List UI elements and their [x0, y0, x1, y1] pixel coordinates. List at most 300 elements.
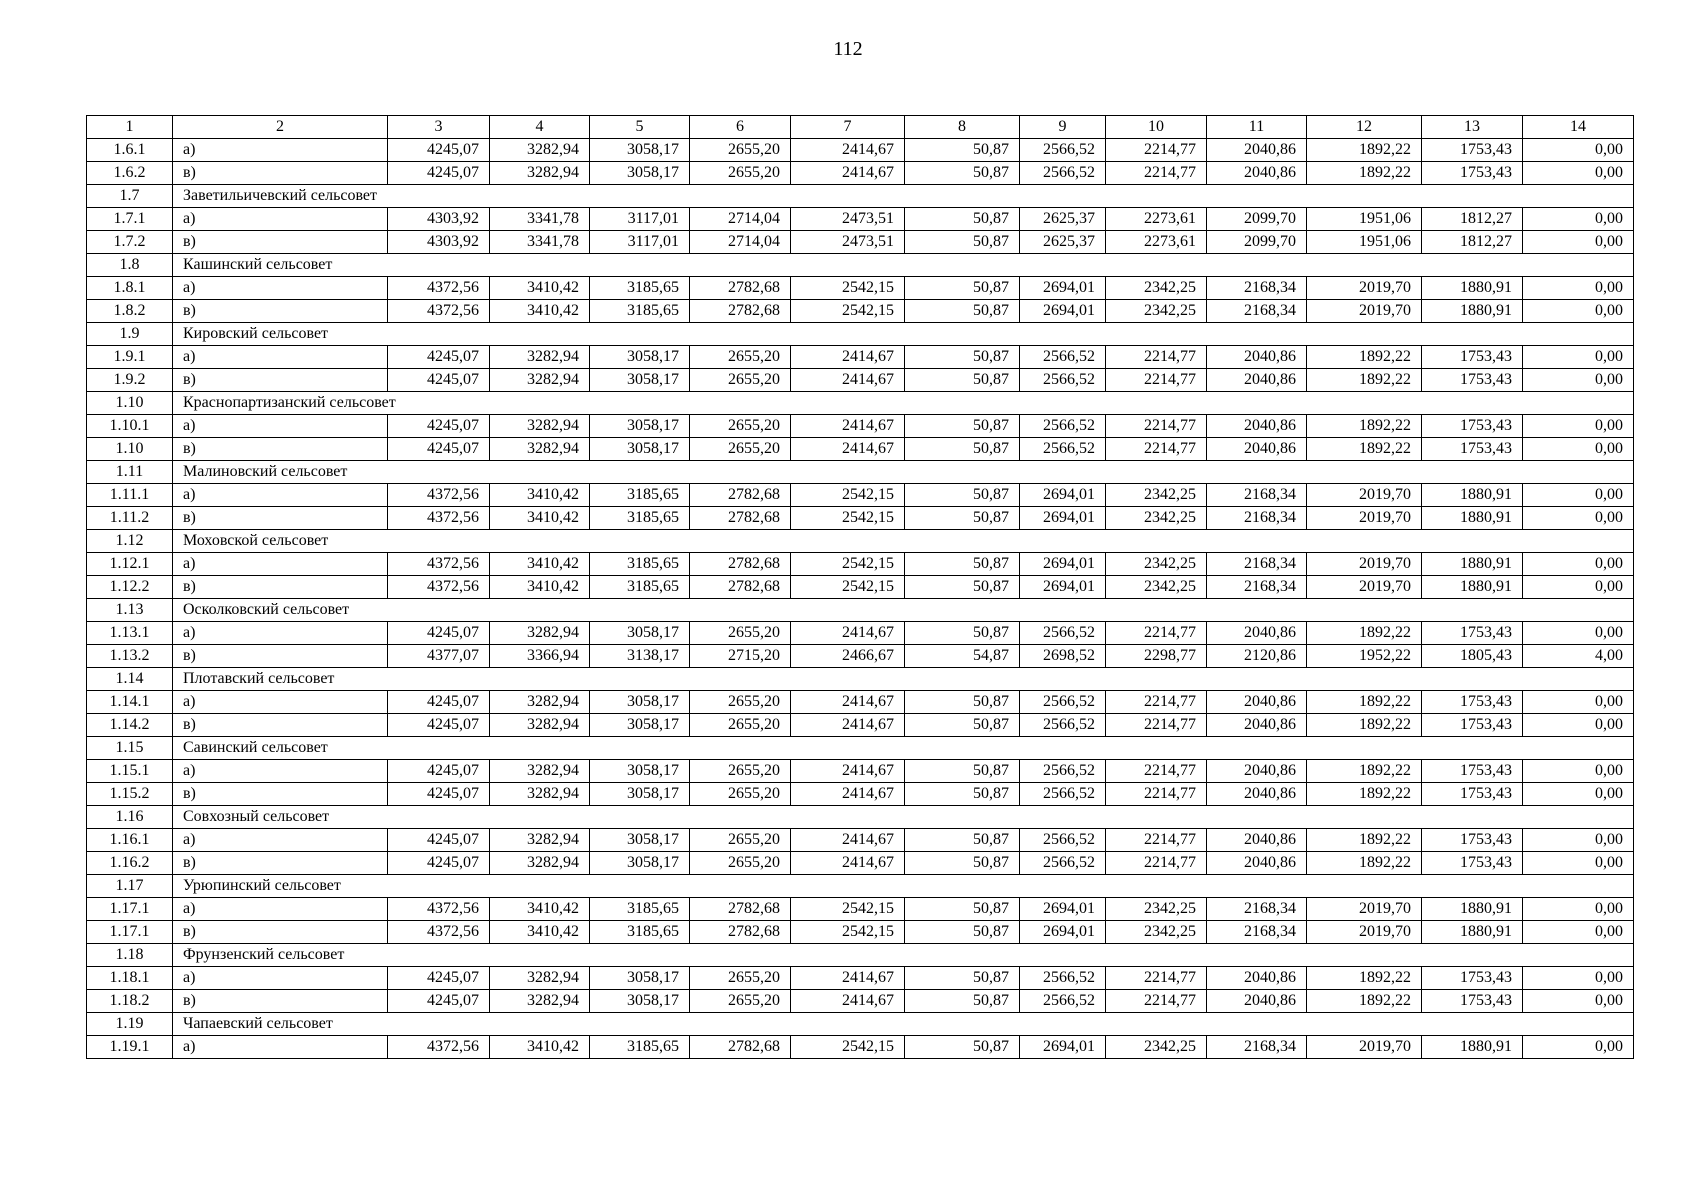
- value-cell: 2342,25: [1106, 277, 1207, 300]
- row-number: 1.18: [87, 944, 173, 967]
- value-cell: 50,87: [905, 829, 1020, 852]
- value-cell: 1892,22: [1307, 967, 1422, 990]
- value-cell: 0,00: [1523, 346, 1634, 369]
- value-cell: 2342,25: [1106, 507, 1207, 530]
- value-cell: 0,00: [1523, 553, 1634, 576]
- value-cell: 2542,15: [791, 898, 905, 921]
- value-cell: 3185,65: [590, 1036, 690, 1059]
- value-cell: 2655,20: [690, 829, 791, 852]
- value-cell: 3058,17: [590, 369, 690, 392]
- value-cell: 2040,86: [1207, 438, 1307, 461]
- row-number: 1.8: [87, 254, 173, 277]
- value-cell: 2040,86: [1207, 162, 1307, 185]
- value-cell: 2214,77: [1106, 139, 1207, 162]
- value-cell: 2655,20: [690, 783, 791, 806]
- section-row: [87, 806, 1634, 829]
- value-cell: 2040,86: [1207, 346, 1307, 369]
- value-cell: 2342,25: [1106, 553, 1207, 576]
- value-cell: 3058,17: [590, 622, 690, 645]
- column-header: 7: [791, 116, 905, 139]
- value-cell: 2694,01: [1020, 553, 1106, 576]
- value-cell: 2466,67: [791, 645, 905, 668]
- value-cell: 2566,52: [1020, 714, 1106, 737]
- value-cell: 50,87: [905, 346, 1020, 369]
- value-cell: 0,00: [1523, 714, 1634, 737]
- value-cell: 2694,01: [1020, 277, 1106, 300]
- value-cell: 4372,56: [388, 507, 490, 530]
- section-row: [87, 1013, 1634, 1036]
- value-cell: 1880,91: [1422, 507, 1523, 530]
- value-cell: 1892,22: [1307, 346, 1422, 369]
- row-label: в): [173, 507, 388, 530]
- value-cell: 50,87: [905, 484, 1020, 507]
- value-cell: 3117,01: [590, 208, 690, 231]
- value-cell: 50,87: [905, 438, 1020, 461]
- value-cell: 3410,42: [490, 507, 590, 530]
- column-header: 12: [1307, 116, 1422, 139]
- value-cell: 1951,06: [1307, 231, 1422, 254]
- value-cell: 1753,43: [1422, 783, 1523, 806]
- value-cell: 3282,94: [490, 438, 590, 461]
- value-cell: 2473,51: [791, 231, 905, 254]
- column-header: 4: [490, 116, 590, 139]
- value-cell: 1951,06: [1307, 208, 1422, 231]
- value-cell: 0,00: [1523, 369, 1634, 392]
- value-cell: 4303,92: [388, 208, 490, 231]
- value-cell: 2414,67: [791, 714, 905, 737]
- value-cell: 3282,94: [490, 415, 590, 438]
- value-cell: 50,87: [905, 714, 1020, 737]
- value-cell: 3282,94: [490, 162, 590, 185]
- value-cell: 2040,86: [1207, 967, 1307, 990]
- column-header: 10: [1106, 116, 1207, 139]
- value-cell: 0,00: [1523, 852, 1634, 875]
- row-number: 1.16.2: [87, 852, 173, 875]
- value-cell: 2414,67: [791, 415, 905, 438]
- value-cell: 4245,07: [388, 162, 490, 185]
- table-row: [87, 691, 1634, 714]
- value-cell: 1753,43: [1422, 139, 1523, 162]
- row-label: в): [173, 990, 388, 1013]
- value-cell: 3282,94: [490, 760, 590, 783]
- value-cell: 1812,27: [1422, 208, 1523, 231]
- value-cell: 50,87: [905, 415, 1020, 438]
- row-number: 1.13.1: [87, 622, 173, 645]
- value-cell: 1892,22: [1307, 990, 1422, 1013]
- value-cell: 2019,70: [1307, 507, 1422, 530]
- row-number: 1.7: [87, 185, 173, 208]
- table-row: [87, 346, 1634, 369]
- row-label: в): [173, 645, 388, 668]
- column-header: 3: [388, 116, 490, 139]
- table-row: [87, 1036, 1634, 1059]
- value-cell: 2040,86: [1207, 622, 1307, 645]
- value-cell: 1880,91: [1422, 553, 1523, 576]
- value-cell: 2782,68: [690, 300, 791, 323]
- value-cell: 3341,78: [490, 208, 590, 231]
- value-cell: 2414,67: [791, 346, 905, 369]
- value-cell: 2655,20: [690, 139, 791, 162]
- value-cell: 2542,15: [791, 484, 905, 507]
- header-row: [87, 116, 1634, 139]
- value-cell: 2694,01: [1020, 507, 1106, 530]
- value-cell: 4245,07: [388, 967, 490, 990]
- row-label: в): [173, 438, 388, 461]
- value-cell: 4245,07: [388, 714, 490, 737]
- row-label: а): [173, 484, 388, 507]
- value-cell: 4245,07: [388, 438, 490, 461]
- table-row: [87, 277, 1634, 300]
- value-cell: 0,00: [1523, 139, 1634, 162]
- value-cell: 0,00: [1523, 829, 1634, 852]
- value-cell: 3058,17: [590, 760, 690, 783]
- value-cell: 2214,77: [1106, 829, 1207, 852]
- value-cell: 2542,15: [791, 300, 905, 323]
- row-number: 1.10: [87, 438, 173, 461]
- tariff-table: [86, 115, 1634, 1059]
- section-title: Урюпинский сельсовет: [173, 875, 1634, 898]
- value-cell: 4372,56: [388, 898, 490, 921]
- value-cell: 2019,70: [1307, 576, 1422, 599]
- value-cell: 2040,86: [1207, 714, 1307, 737]
- row-number: 1.12.1: [87, 553, 173, 576]
- value-cell: 2214,77: [1106, 438, 1207, 461]
- section-title: Краснопартизанский сельсовет: [173, 392, 1634, 415]
- value-cell: 3282,94: [490, 783, 590, 806]
- value-cell: 2019,70: [1307, 300, 1422, 323]
- value-cell: 3410,42: [490, 921, 590, 944]
- value-cell: 4,00: [1523, 645, 1634, 668]
- value-cell: 2782,68: [690, 507, 791, 530]
- value-cell: 2214,77: [1106, 415, 1207, 438]
- row-number: 1.14: [87, 668, 173, 691]
- value-cell: 2566,52: [1020, 139, 1106, 162]
- value-cell: 50,87: [905, 898, 1020, 921]
- value-cell: 2414,67: [791, 829, 905, 852]
- value-cell: 0,00: [1523, 507, 1634, 530]
- value-cell: 1753,43: [1422, 990, 1523, 1013]
- value-cell: 2168,34: [1207, 576, 1307, 599]
- table-row: [87, 760, 1634, 783]
- row-number: 1.11.1: [87, 484, 173, 507]
- value-cell: 2782,68: [690, 1036, 791, 1059]
- row-number: 1.10: [87, 392, 173, 415]
- value-cell: 2342,25: [1106, 300, 1207, 323]
- row-number: 1.18.1: [87, 967, 173, 990]
- value-cell: 2542,15: [791, 576, 905, 599]
- table-row: [87, 990, 1634, 1013]
- row-number: 1.19: [87, 1013, 173, 1036]
- row-number: 1.6.1: [87, 139, 173, 162]
- value-cell: 3185,65: [590, 576, 690, 599]
- value-cell: 4245,07: [388, 990, 490, 1013]
- value-cell: 2694,01: [1020, 898, 1106, 921]
- row-number: 1.6.2: [87, 162, 173, 185]
- value-cell: 2040,86: [1207, 760, 1307, 783]
- value-cell: 2655,20: [690, 622, 791, 645]
- value-cell: 4372,56: [388, 576, 490, 599]
- row-number: 1.16: [87, 806, 173, 829]
- value-cell: 4245,07: [388, 622, 490, 645]
- value-cell: 4245,07: [388, 829, 490, 852]
- row-number: 1.18.2: [87, 990, 173, 1013]
- value-cell: 1892,22: [1307, 369, 1422, 392]
- row-label: а): [173, 1036, 388, 1059]
- value-cell: 2342,25: [1106, 898, 1207, 921]
- value-cell: 50,87: [905, 576, 1020, 599]
- value-cell: 3410,42: [490, 300, 590, 323]
- value-cell: 2214,77: [1106, 967, 1207, 990]
- value-cell: 3058,17: [590, 415, 690, 438]
- value-cell: 2040,86: [1207, 783, 1307, 806]
- value-cell: 3410,42: [490, 553, 590, 576]
- value-cell: 1880,91: [1422, 484, 1523, 507]
- value-cell: 1753,43: [1422, 760, 1523, 783]
- value-cell: 0,00: [1523, 691, 1634, 714]
- value-cell: 2342,25: [1106, 1036, 1207, 1059]
- value-cell: 3185,65: [590, 300, 690, 323]
- section-row: [87, 185, 1634, 208]
- table-row: [87, 714, 1634, 737]
- section-row: [87, 599, 1634, 622]
- row-label: в): [173, 162, 388, 185]
- row-label: а): [173, 415, 388, 438]
- value-cell: 2694,01: [1020, 484, 1106, 507]
- value-cell: 2655,20: [690, 990, 791, 1013]
- value-cell: 1753,43: [1422, 714, 1523, 737]
- value-cell: 2655,20: [690, 346, 791, 369]
- table-row: [87, 438, 1634, 461]
- row-number: 1.16.1: [87, 829, 173, 852]
- value-cell: 50,87: [905, 1036, 1020, 1059]
- value-cell: 1880,91: [1422, 898, 1523, 921]
- value-cell: 50,87: [905, 300, 1020, 323]
- value-cell: 1805,43: [1422, 645, 1523, 668]
- value-cell: 1952,22: [1307, 645, 1422, 668]
- value-cell: 2168,34: [1207, 300, 1307, 323]
- value-cell: 3185,65: [590, 898, 690, 921]
- row-label: в): [173, 576, 388, 599]
- value-cell: 3058,17: [590, 346, 690, 369]
- value-cell: 1892,22: [1307, 760, 1422, 783]
- value-cell: 2566,52: [1020, 346, 1106, 369]
- value-cell: 2714,04: [690, 208, 791, 231]
- value-cell: 2168,34: [1207, 921, 1307, 944]
- section-row: [87, 461, 1634, 484]
- value-cell: 2414,67: [791, 783, 905, 806]
- value-cell: 50,87: [905, 967, 1020, 990]
- value-cell: 4245,07: [388, 346, 490, 369]
- value-cell: 2214,77: [1106, 714, 1207, 737]
- value-cell: 2214,77: [1106, 783, 1207, 806]
- value-cell: 3410,42: [490, 484, 590, 507]
- value-cell: 50,87: [905, 760, 1020, 783]
- table-row: [87, 208, 1634, 231]
- value-cell: 2099,70: [1207, 208, 1307, 231]
- value-cell: 4372,56: [388, 300, 490, 323]
- row-number: 1.19.1: [87, 1036, 173, 1059]
- value-cell: 2625,37: [1020, 231, 1106, 254]
- row-number: 1.12.2: [87, 576, 173, 599]
- row-number: 1.11: [87, 461, 173, 484]
- value-cell: 2566,52: [1020, 438, 1106, 461]
- value-cell: 2566,52: [1020, 691, 1106, 714]
- value-cell: 2414,67: [791, 760, 905, 783]
- value-cell: 2214,77: [1106, 760, 1207, 783]
- value-cell: 3185,65: [590, 507, 690, 530]
- row-number: 1.17.1: [87, 921, 173, 944]
- value-cell: 2542,15: [791, 1036, 905, 1059]
- value-cell: 50,87: [905, 921, 1020, 944]
- value-cell: 0,00: [1523, 208, 1634, 231]
- value-cell: 2566,52: [1020, 760, 1106, 783]
- value-cell: 1880,91: [1422, 300, 1523, 323]
- value-cell: 2342,25: [1106, 576, 1207, 599]
- row-label: в): [173, 783, 388, 806]
- value-cell: 50,87: [905, 622, 1020, 645]
- value-cell: 4245,07: [388, 783, 490, 806]
- value-cell: 50,87: [905, 208, 1020, 231]
- value-cell: 3282,94: [490, 691, 590, 714]
- value-cell: 1892,22: [1307, 783, 1422, 806]
- value-cell: 2625,37: [1020, 208, 1106, 231]
- value-cell: 2542,15: [791, 507, 905, 530]
- table-row: [87, 576, 1634, 599]
- section-row: [87, 254, 1634, 277]
- value-cell: 2168,34: [1207, 898, 1307, 921]
- row-label: а): [173, 139, 388, 162]
- value-cell: 1753,43: [1422, 691, 1523, 714]
- value-cell: 2698,52: [1020, 645, 1106, 668]
- value-cell: 50,87: [905, 852, 1020, 875]
- value-cell: 1880,91: [1422, 277, 1523, 300]
- value-cell: 3282,94: [490, 369, 590, 392]
- section-title: Заветильичевский сельсовет: [173, 185, 1634, 208]
- value-cell: 4372,56: [388, 1036, 490, 1059]
- value-cell: 2214,77: [1106, 346, 1207, 369]
- value-cell: 0,00: [1523, 622, 1634, 645]
- row-label: а): [173, 346, 388, 369]
- value-cell: 2655,20: [690, 415, 791, 438]
- value-cell: 0,00: [1523, 967, 1634, 990]
- row-number: 1.9.1: [87, 346, 173, 369]
- value-cell: 2214,77: [1106, 622, 1207, 645]
- value-cell: 1753,43: [1422, 967, 1523, 990]
- row-label: в): [173, 921, 388, 944]
- value-cell: 2040,86: [1207, 139, 1307, 162]
- value-cell: 0,00: [1523, 783, 1634, 806]
- row-label: в): [173, 714, 388, 737]
- value-cell: 2782,68: [690, 484, 791, 507]
- value-cell: 4245,07: [388, 369, 490, 392]
- value-cell: 50,87: [905, 990, 1020, 1013]
- row-number: 1.7.2: [87, 231, 173, 254]
- table-row: [87, 645, 1634, 668]
- table-row: [87, 162, 1634, 185]
- value-cell: 3058,17: [590, 162, 690, 185]
- column-header: 1: [87, 116, 173, 139]
- value-cell: 3058,17: [590, 967, 690, 990]
- table-row: [87, 852, 1634, 875]
- section-row: [87, 668, 1634, 691]
- table-row: [87, 415, 1634, 438]
- value-cell: 2566,52: [1020, 829, 1106, 852]
- value-cell: 4245,07: [388, 691, 490, 714]
- table-row: [87, 139, 1634, 162]
- value-cell: 1753,43: [1422, 162, 1523, 185]
- value-cell: 2473,51: [791, 208, 905, 231]
- column-header: 8: [905, 116, 1020, 139]
- value-cell: 2214,77: [1106, 369, 1207, 392]
- row-number: 1.13: [87, 599, 173, 622]
- value-cell: 1892,22: [1307, 852, 1422, 875]
- value-cell: 2715,20: [690, 645, 791, 668]
- value-cell: 2414,67: [791, 990, 905, 1013]
- row-number: 1.14.1: [87, 691, 173, 714]
- section-row: [87, 323, 1634, 346]
- value-cell: 3058,17: [590, 829, 690, 852]
- value-cell: 50,87: [905, 162, 1020, 185]
- value-cell: 3410,42: [490, 277, 590, 300]
- value-cell: 2342,25: [1106, 921, 1207, 944]
- value-cell: 2019,70: [1307, 277, 1422, 300]
- value-cell: 3410,42: [490, 898, 590, 921]
- value-cell: 2714,04: [690, 231, 791, 254]
- value-cell: 0,00: [1523, 415, 1634, 438]
- value-cell: 2655,20: [690, 852, 791, 875]
- value-cell: 0,00: [1523, 277, 1634, 300]
- row-number: 1.17.1: [87, 898, 173, 921]
- value-cell: 0,00: [1523, 576, 1634, 599]
- value-cell: 4377,07: [388, 645, 490, 668]
- row-number: 1.8.1: [87, 277, 173, 300]
- row-label: в): [173, 231, 388, 254]
- value-cell: 2566,52: [1020, 415, 1106, 438]
- value-cell: 0,00: [1523, 1036, 1634, 1059]
- value-cell: 50,87: [905, 691, 1020, 714]
- value-cell: 2655,20: [690, 438, 791, 461]
- row-number: 1.13.2: [87, 645, 173, 668]
- value-cell: 2414,67: [791, 139, 905, 162]
- table-row: [87, 967, 1634, 990]
- value-cell: 3058,17: [590, 852, 690, 875]
- value-cell: 2019,70: [1307, 921, 1422, 944]
- value-cell: 1892,22: [1307, 438, 1422, 461]
- section-title: Моховской сельсовет: [173, 530, 1634, 553]
- row-number: 1.12: [87, 530, 173, 553]
- value-cell: 2414,67: [791, 622, 905, 645]
- value-cell: 2655,20: [690, 714, 791, 737]
- value-cell: 4245,07: [388, 415, 490, 438]
- row-label: в): [173, 369, 388, 392]
- value-cell: 2655,20: [690, 967, 791, 990]
- section-title: Осколковский сельсовет: [173, 599, 1634, 622]
- value-cell: 1753,43: [1422, 438, 1523, 461]
- value-cell: 3058,17: [590, 714, 690, 737]
- value-cell: 3282,94: [490, 139, 590, 162]
- value-cell: 2168,34: [1207, 484, 1307, 507]
- value-cell: 0,00: [1523, 231, 1634, 254]
- row-label: а): [173, 691, 388, 714]
- value-cell: 1753,43: [1422, 346, 1523, 369]
- column-header: 13: [1422, 116, 1523, 139]
- value-cell: 3282,94: [490, 967, 590, 990]
- row-number: 1.10.1: [87, 415, 173, 438]
- value-cell: 2214,77: [1106, 990, 1207, 1013]
- value-cell: 3282,94: [490, 714, 590, 737]
- value-cell: 2168,34: [1207, 553, 1307, 576]
- value-cell: 2694,01: [1020, 576, 1106, 599]
